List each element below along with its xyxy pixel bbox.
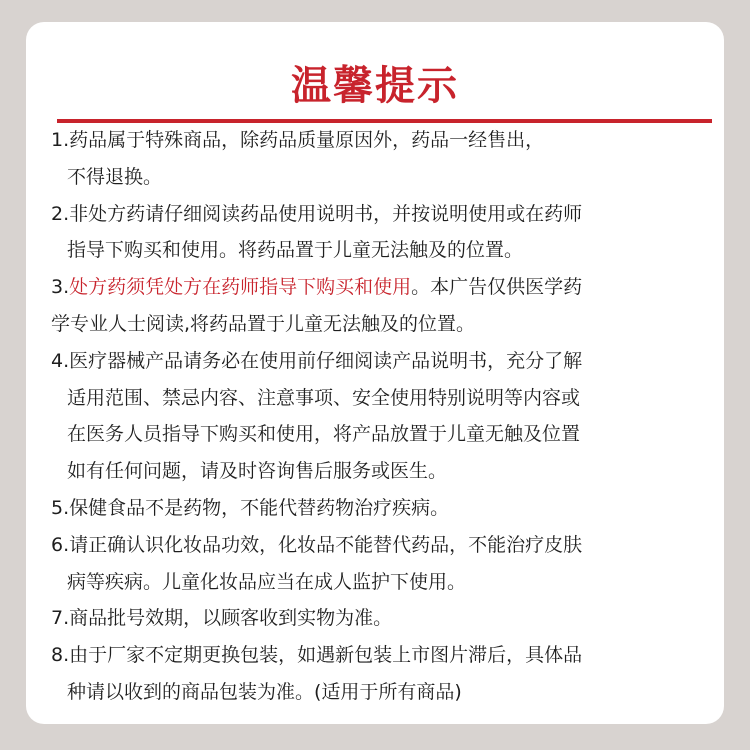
notice-item-3-line-2: 学专业人士阅读,将药品置于儿童无法触及的位置。 [51,312,476,335]
notice-title: 温馨提示 [291,63,459,109]
notice-item-3 [51,269,711,343]
notice-item-4 [51,343,711,490]
notice-list [51,122,711,711]
notice-item-2 [51,196,711,270]
notice-item-1 [51,122,711,196]
notice-item-8 [51,637,711,711]
notice-item-8-line-1: 8.由于厂家不定期更换包装，如遇新包装上市图片滞后，具体品 [51,644,583,667]
notice-item-6-line-1: 6.请正确认识化妆品功效，化妆品不能替代药品，不能治疗皮肤 [51,533,583,556]
notice-item-7 [51,600,711,637]
notice-item-3-rest: 。本广告仅供医学药 [411,276,583,299]
notice-item-4-line-1: 4.医疗器械产品请务必在使用前仔细阅读产品说明书，充分了解 [51,349,583,372]
notice-item-6 [51,527,711,601]
notice-item-6-line-2: 病等疾病。儿童化妆品应当在成人监护下使用。 [67,570,467,593]
notice-item-2-line-2: 指导下购买和使用。将药品置于儿童无法触及的位置。 [67,239,524,262]
notice-item-4-line-2: 适用范围、禁忌内容、注意事项、安全使用特别说明等内容或 [67,386,581,409]
notice-item-2-line-1: 2.非处方药请仔细阅读药品使用说明书，并按说明使用或在药师 [51,202,583,225]
notice-card [26,22,724,724]
notice-item-3-line-1 [51,269,711,306]
prescription-warning-highlight: 处方药须凭处方在药师指导下购买和使用 [69,276,412,299]
notice-item-5 [51,490,711,527]
notice-item-1-line-2: 不得退换。 [67,165,163,188]
notice-item-1-line-1: 1.药品属于特殊商品，除药品质量原因外，药品一经售出， [51,129,545,151]
notice-item-3-number: 3. [51,276,70,299]
notice-item-8-line-2: 种请以收到的商品包装为准。(适用于所有商品) [67,680,462,703]
notice-item-4-line-3: 在医务人员指导下购买和使用，将产品放置于儿童无触及位置 [67,423,581,446]
notice-item-4-line-4: 如有任何问题，请及时咨询售后服务或医生。 [67,460,448,483]
notice-item-5-line-1: 5.保健食品不是药物，不能代替药物治疗疾病。 [51,496,450,519]
notice-item-7-line-1: 7.商品批号效期，以顾客收到实物为准。 [51,607,393,630]
